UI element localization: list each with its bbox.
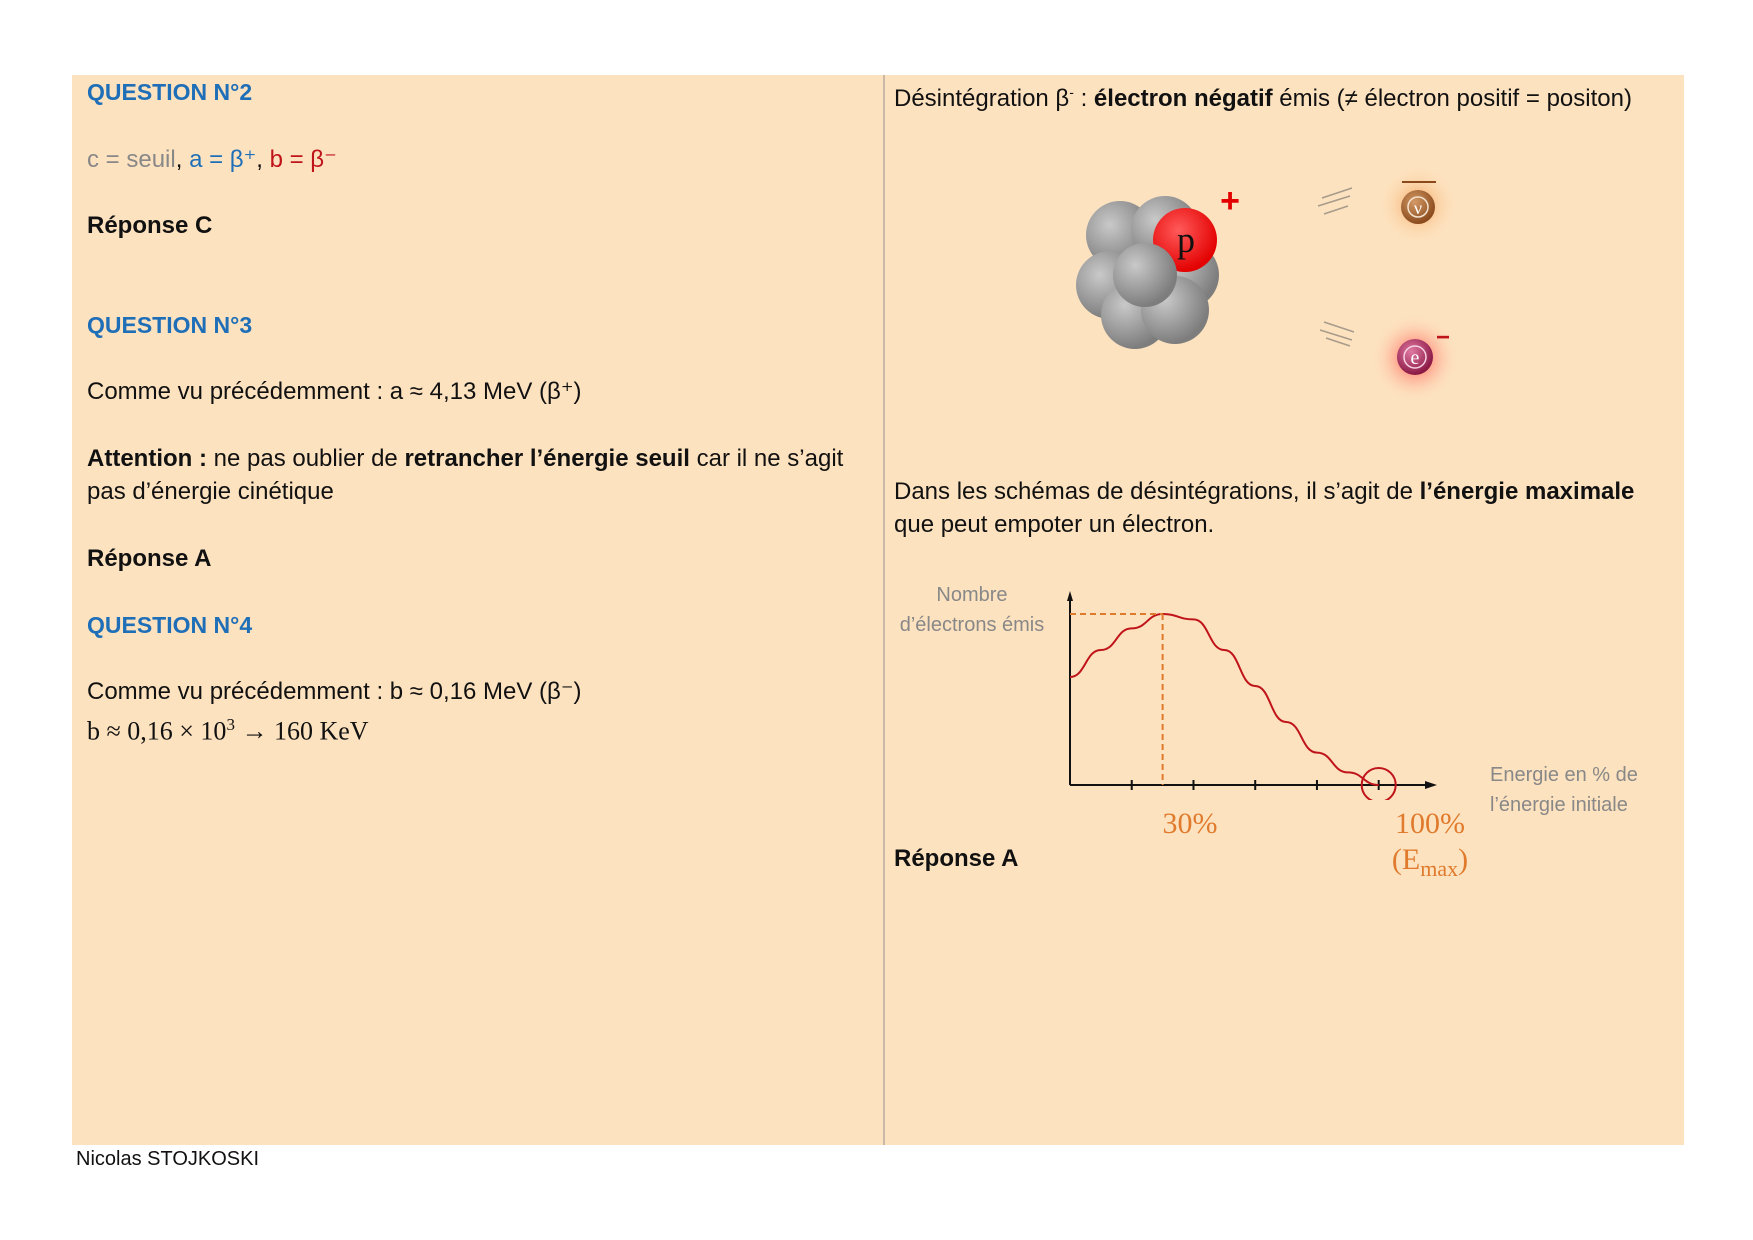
spectrum-curve [1070, 614, 1379, 785]
motion-lines [1318, 188, 1354, 346]
attention-bold: retrancher l’énergie seuil [404, 445, 690, 472]
x-axis-arrow [1425, 781, 1437, 789]
ylabel-line: Nombre [936, 584, 1008, 606]
paragraph-bold: l’énergie maximale [1419, 478, 1635, 505]
legend-b: b = β⁻ [269, 146, 337, 173]
column-divider [883, 75, 885, 1145]
heading-text: émis (≠ électron positif = positon) [1272, 85, 1632, 112]
chart-ylabel [893, 580, 1051, 640]
right-answer: Réponse A [894, 845, 1019, 872]
formula-part: → 160 KeV [234, 716, 369, 746]
paragraph-text: Dans les schémas de désintégrations, il s’agit de [894, 478, 1420, 505]
neutrino-label: ν [1413, 198, 1423, 218]
formula-exponent: 3 [226, 715, 235, 734]
attention-text: car il ne s’agit [689, 445, 844, 472]
antineutrino [1378, 165, 1458, 245]
right-paragraph-line2: que peut empoter un électron. [894, 511, 1215, 538]
question-4-line: Comme vu précédemment : b ≈ 0,16 MeV (β⁻) [87, 678, 582, 705]
attention-label: Attention : [87, 445, 207, 472]
question-3-attention-line2: pas d’énergie cinétique [87, 478, 334, 505]
energy-spectrum-chart [1050, 590, 1470, 800]
peak-label: 30% [1162, 807, 1218, 840]
question-3-attention [87, 442, 843, 475]
proton-label: p [1177, 220, 1195, 260]
heading-sup: - [1069, 84, 1074, 100]
right-paragraph [894, 475, 1634, 508]
attention-text: ne pas oublier de [206, 445, 405, 472]
question-3-title: QUESTION N°3 [87, 312, 253, 338]
ylabel-line: d’électrons émis [899, 614, 1045, 636]
electron [1371, 314, 1459, 402]
footer-author: Nicolas STOJKOSKI [76, 1148, 260, 1170]
chart-xlabel [1490, 760, 1638, 820]
legend-a: a = β⁺ [189, 146, 257, 173]
end-label: 100% [1395, 807, 1465, 840]
question-2-answer: Réponse C [87, 212, 213, 239]
legend-sep: , [175, 146, 190, 173]
xlabel-line: l’énergie initiale [1490, 794, 1628, 816]
question-2-legend [87, 143, 337, 176]
emax-part: (E [1391, 843, 1421, 876]
question-2-title: QUESTION N°2 [87, 79, 253, 105]
question-4-title: QUESTION N°4 [87, 612, 253, 638]
plus-sign: + [1220, 182, 1240, 220]
right-heading [894, 76, 1632, 115]
emax-sub: max [1420, 856, 1459, 881]
heading-text: Désintégration β [894, 85, 1070, 112]
emax-part: ) [1458, 843, 1469, 876]
question-4-formula [87, 708, 369, 748]
end-sublabel [1375, 842, 1485, 887]
nucleus [1076, 182, 1240, 349]
heading-text: : [1073, 85, 1094, 112]
question-3-line: Comme vu précédemment : a ≈ 4,13 MeV (β⁺) [87, 378, 582, 405]
y-axis-arrow [1067, 591, 1073, 601]
formula-part: b ≈ 0,16 × 10 [87, 716, 227, 746]
question-3-answer: Réponse A [87, 545, 212, 572]
heading-bold: électron négatif [1093, 85, 1273, 112]
minus-sign: − [1435, 324, 1451, 351]
beta-decay-illustration [1060, 160, 1480, 420]
electron-label: e [1410, 347, 1420, 369]
xlabel-line: Energie en % de [1490, 764, 1638, 786]
legend-c: c = seuil [87, 146, 176, 173]
legend-sep: , [256, 146, 270, 173]
